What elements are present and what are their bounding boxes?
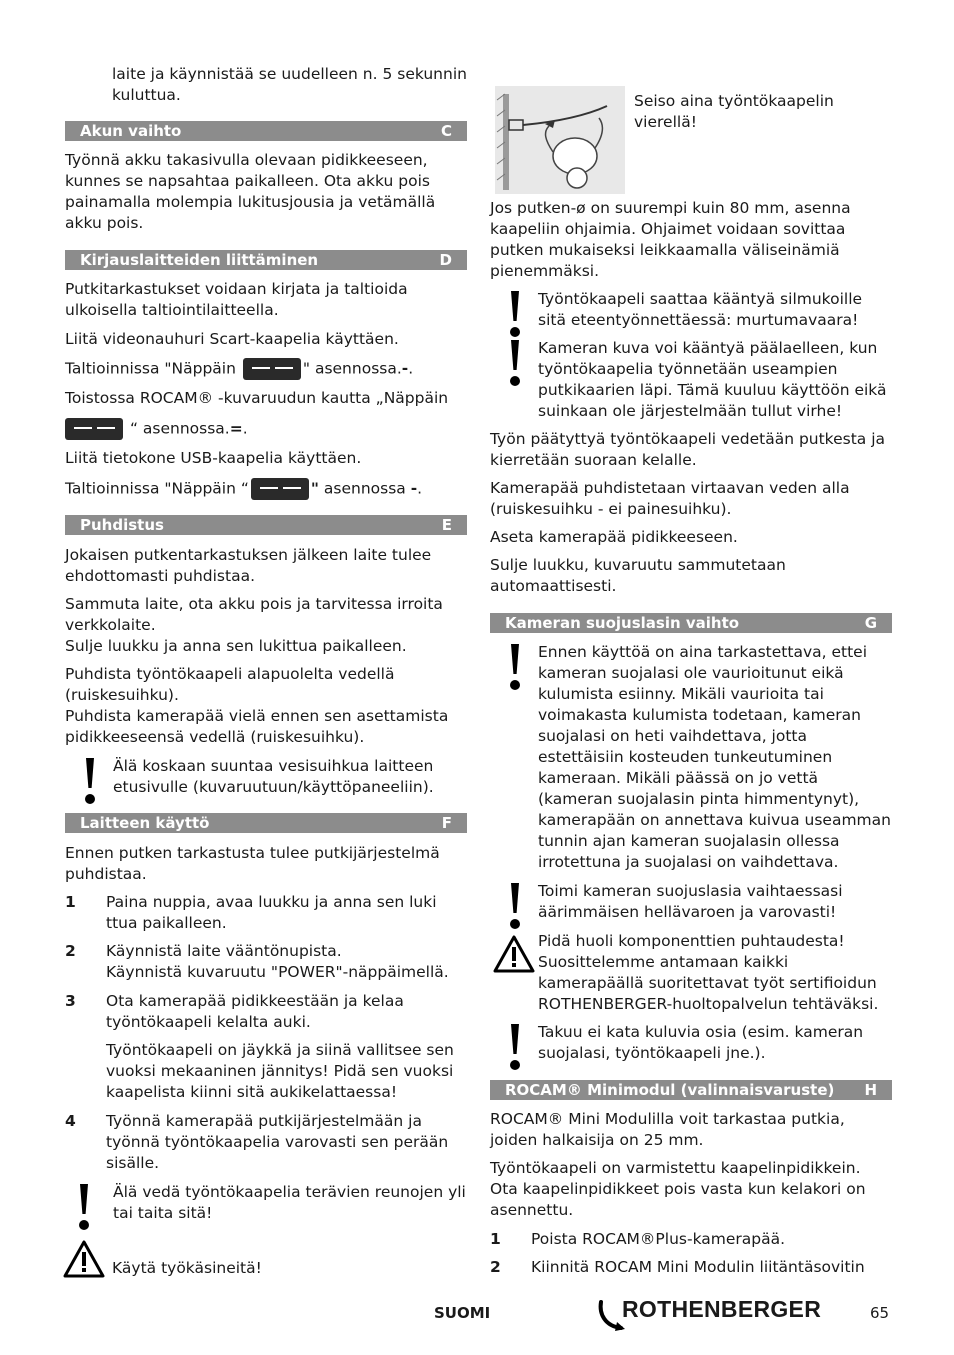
warning-triangle-icon: [63, 1240, 105, 1278]
section-header-kirjaus: Kirjauslaitteiden liittäminen D: [65, 250, 467, 270]
footer-brand: ROTHENBERGER: [622, 1296, 822, 1322]
paragraph: Työnnä akku takasivulla olevaan pidikkeeseen, kunnes se napsahtaa paikalleen. Ota akku pois painamalla molempia lukitusjousia ja vetämällä akku pois.: [65, 151, 436, 232]
page-number: 65: [870, 1304, 890, 1322]
paragraph: Jokaisen putkentarkastuksen jälkeen laite tulee ehdottomasti puhdistaa.: [65, 546, 432, 585]
intro-text: laite ja käynnistää se uudelleen n. 5 sekunnin kuluttua.: [112, 65, 467, 104]
section-header-suojuslasi: Kameran suojuslasin vaihto G: [490, 613, 892, 633]
exclamation-icon: [79, 1184, 89, 1216]
section-header-laitteen-kaytto: Laitteen käyttö F: [65, 813, 467, 833]
paragraph: Sammuta laite, ota akku pois ja tarvitessa irroita verkkolaite.: [65, 595, 443, 634]
paragraph: Ennen putken tarkastusta tulee putkijärjestelmä puhdistaa.: [65, 844, 440, 883]
page-footer: [0, 1296, 954, 1330]
paragraph: Toistossa ROCAM® -kuvaruudun kautta „Näppäin: [65, 389, 449, 407]
exclamation-icon: [510, 291, 520, 323]
paragraph: Taltioinnissa "Näppäin " asennossa.-.: [65, 358, 467, 380]
warning-triangle-icon: [493, 935, 535, 973]
paragraph: ROCAM® Mini Modulilla voit tarkastaa putkia, joiden halkaisija on 25 mm.: [490, 1110, 845, 1149]
paragraph: Putkitarkastukset voidaan kirjata ja taltioida ulkoisella taltiointilaitteella.: [65, 280, 408, 319]
paragraph: Kamerapää puhdistetaan virtaavan veden alla (ruiskesuihku - ei painesuihku).: [490, 479, 850, 518]
exclamation-icon: [510, 883, 520, 915]
paragraph: Puhdista kamerapää vielä ennen sen asettamista pidikkeeseensä vedellä (ruiskesuihku).: [65, 707, 449, 746]
paragraph: Työn päätyttyä työntökaapeli vedetään putkesta ja kierretään suoraan kelalle.: [490, 430, 886, 469]
section-header-akun-vaihto: Akun vaihto C: [65, 121, 467, 141]
figure-caption: Seiso aina työntökaapelin vierellä!: [634, 92, 834, 131]
paragraph: Jos putken-ø on suurempi kuin 80 mm, asenna kaapeliin ohjaimia. Ohjaimet voidaan sovittaa putken mukaiseksi leikkaamalla väliseinämiä pienemmäksi.: [490, 199, 851, 280]
paragraph: Liitä videonauhuri Scart-kaapelia käyttäen.: [65, 330, 399, 348]
paragraph: Taltioinnissa "Näppäin “ " asennossa -.: [65, 478, 467, 500]
paragraph: Työntökaapeli on varmistettu kaapelinpidikkein. Ota kaapelinpidikkeet pois vasta kun kelakori on asennettu.: [490, 1159, 866, 1219]
paragraph: Puhdista työntökaapeli alapuolelta vedellä (ruiskesuihku).: [65, 665, 395, 704]
key-button-icon: [243, 358, 301, 380]
exclamation-icon: [510, 1024, 520, 1056]
exclamation-icon: [510, 340, 520, 372]
person-pushing-cable-figure: [495, 86, 625, 194]
footer-language: SUOMI: [434, 1304, 491, 1322]
key-button-icon: [65, 418, 123, 440]
exclamation-icon: [85, 758, 95, 790]
paragraph: Aseta kamerapää pidikkeeseen.: [490, 528, 738, 546]
section-header-puhdistus: Puhdistus E: [65, 515, 467, 535]
exclamation-icon: [510, 644, 520, 676]
paragraph: Liitä tietokone USB-kaapelia käyttäen.: [65, 449, 362, 467]
paragraph: Sulje luukku ja anna sen lukittua paikalleen.: [65, 637, 407, 655]
key-button-icon: [251, 478, 309, 500]
section-header-minimodul: ROCAM® Minimodul (valinnaisvaruste) H: [490, 1080, 892, 1100]
paragraph: Sulje luukku, kuvaruutu sammutetaan automaattisesti.: [490, 556, 786, 595]
paragraph: “ asennossa.=.: [65, 418, 467, 440]
